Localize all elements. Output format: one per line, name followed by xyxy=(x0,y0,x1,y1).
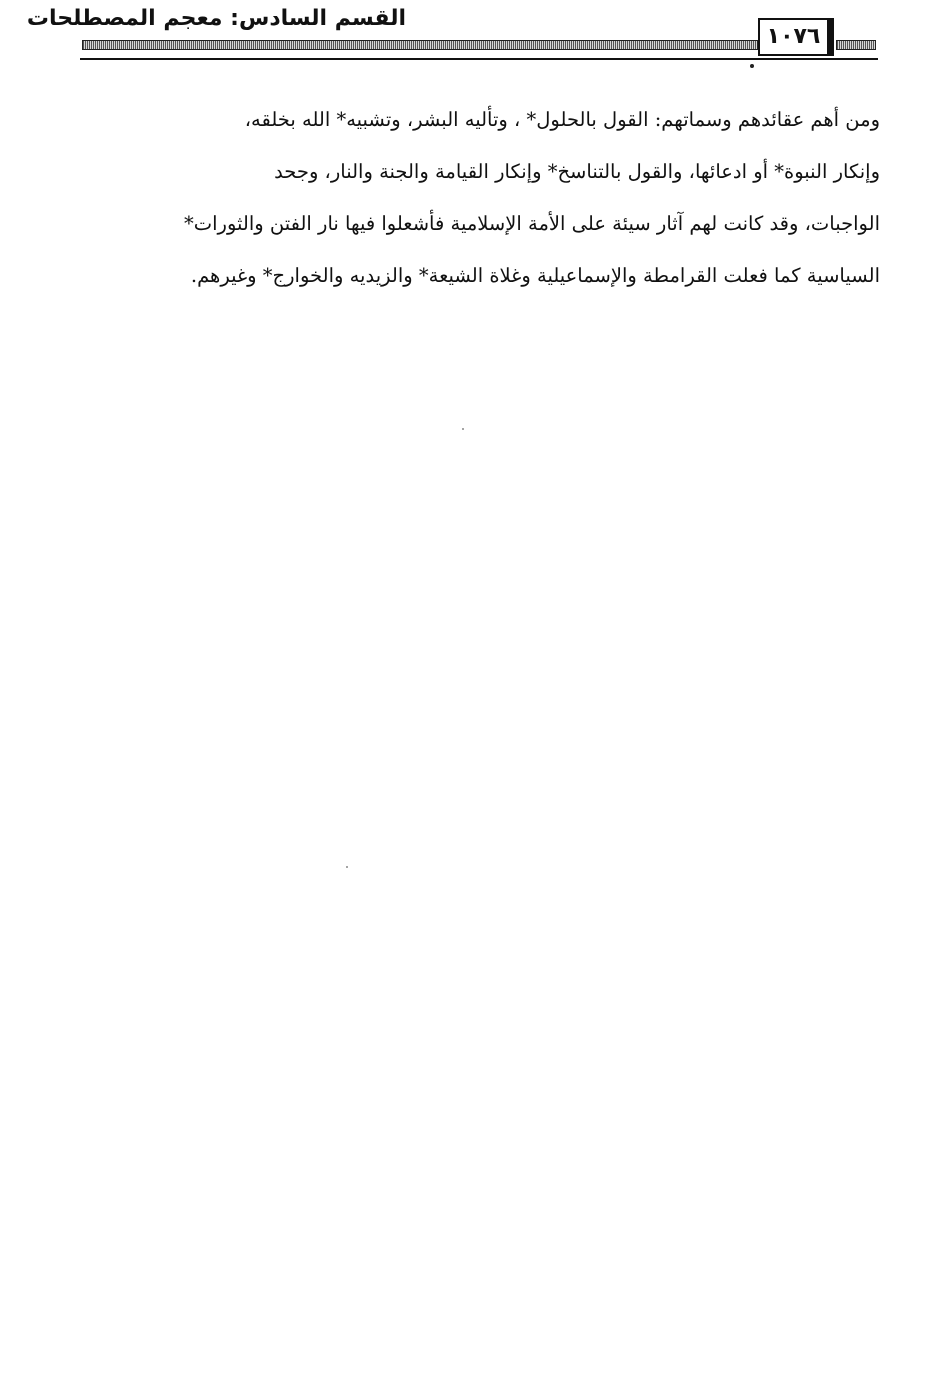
header-divider-line xyxy=(80,58,878,60)
scan-speck xyxy=(462,428,464,430)
paragraph-line: الواجبات، وقد كانت لهم آثار سيئة على الأمة الإسلامية فأشعلوا فيها نار الفتن والثورات* xyxy=(184,212,880,235)
running-header-title: القسم السادس: معجم المصطلحات xyxy=(26,6,406,31)
scan-speck xyxy=(346,866,348,868)
paragraph-line: وإنكار النبوة* أو ادعائها، والقول بالتناسخ* وإنكار القيامة والجنة والنار، وجحد xyxy=(274,160,880,183)
paragraph-line: السياسية كما فعلت القرامطة والإسماعيلية وغلاة الشيعة* والزيديه والخوارج* وغيرهم. xyxy=(190,264,880,287)
body-paragraph xyxy=(80,94,880,302)
header-decorative-rule xyxy=(82,40,758,50)
header-decorative-rule-end xyxy=(836,40,876,50)
page-number: ١٠٧٦ xyxy=(758,18,834,56)
paragraph-line: ومن أهم عقائدهم وسماتهم: القول بالحلول* ، وتأليه البشر، وتشبيه* الله بخلقه، xyxy=(244,108,880,131)
header-ornament-dot xyxy=(750,64,754,68)
